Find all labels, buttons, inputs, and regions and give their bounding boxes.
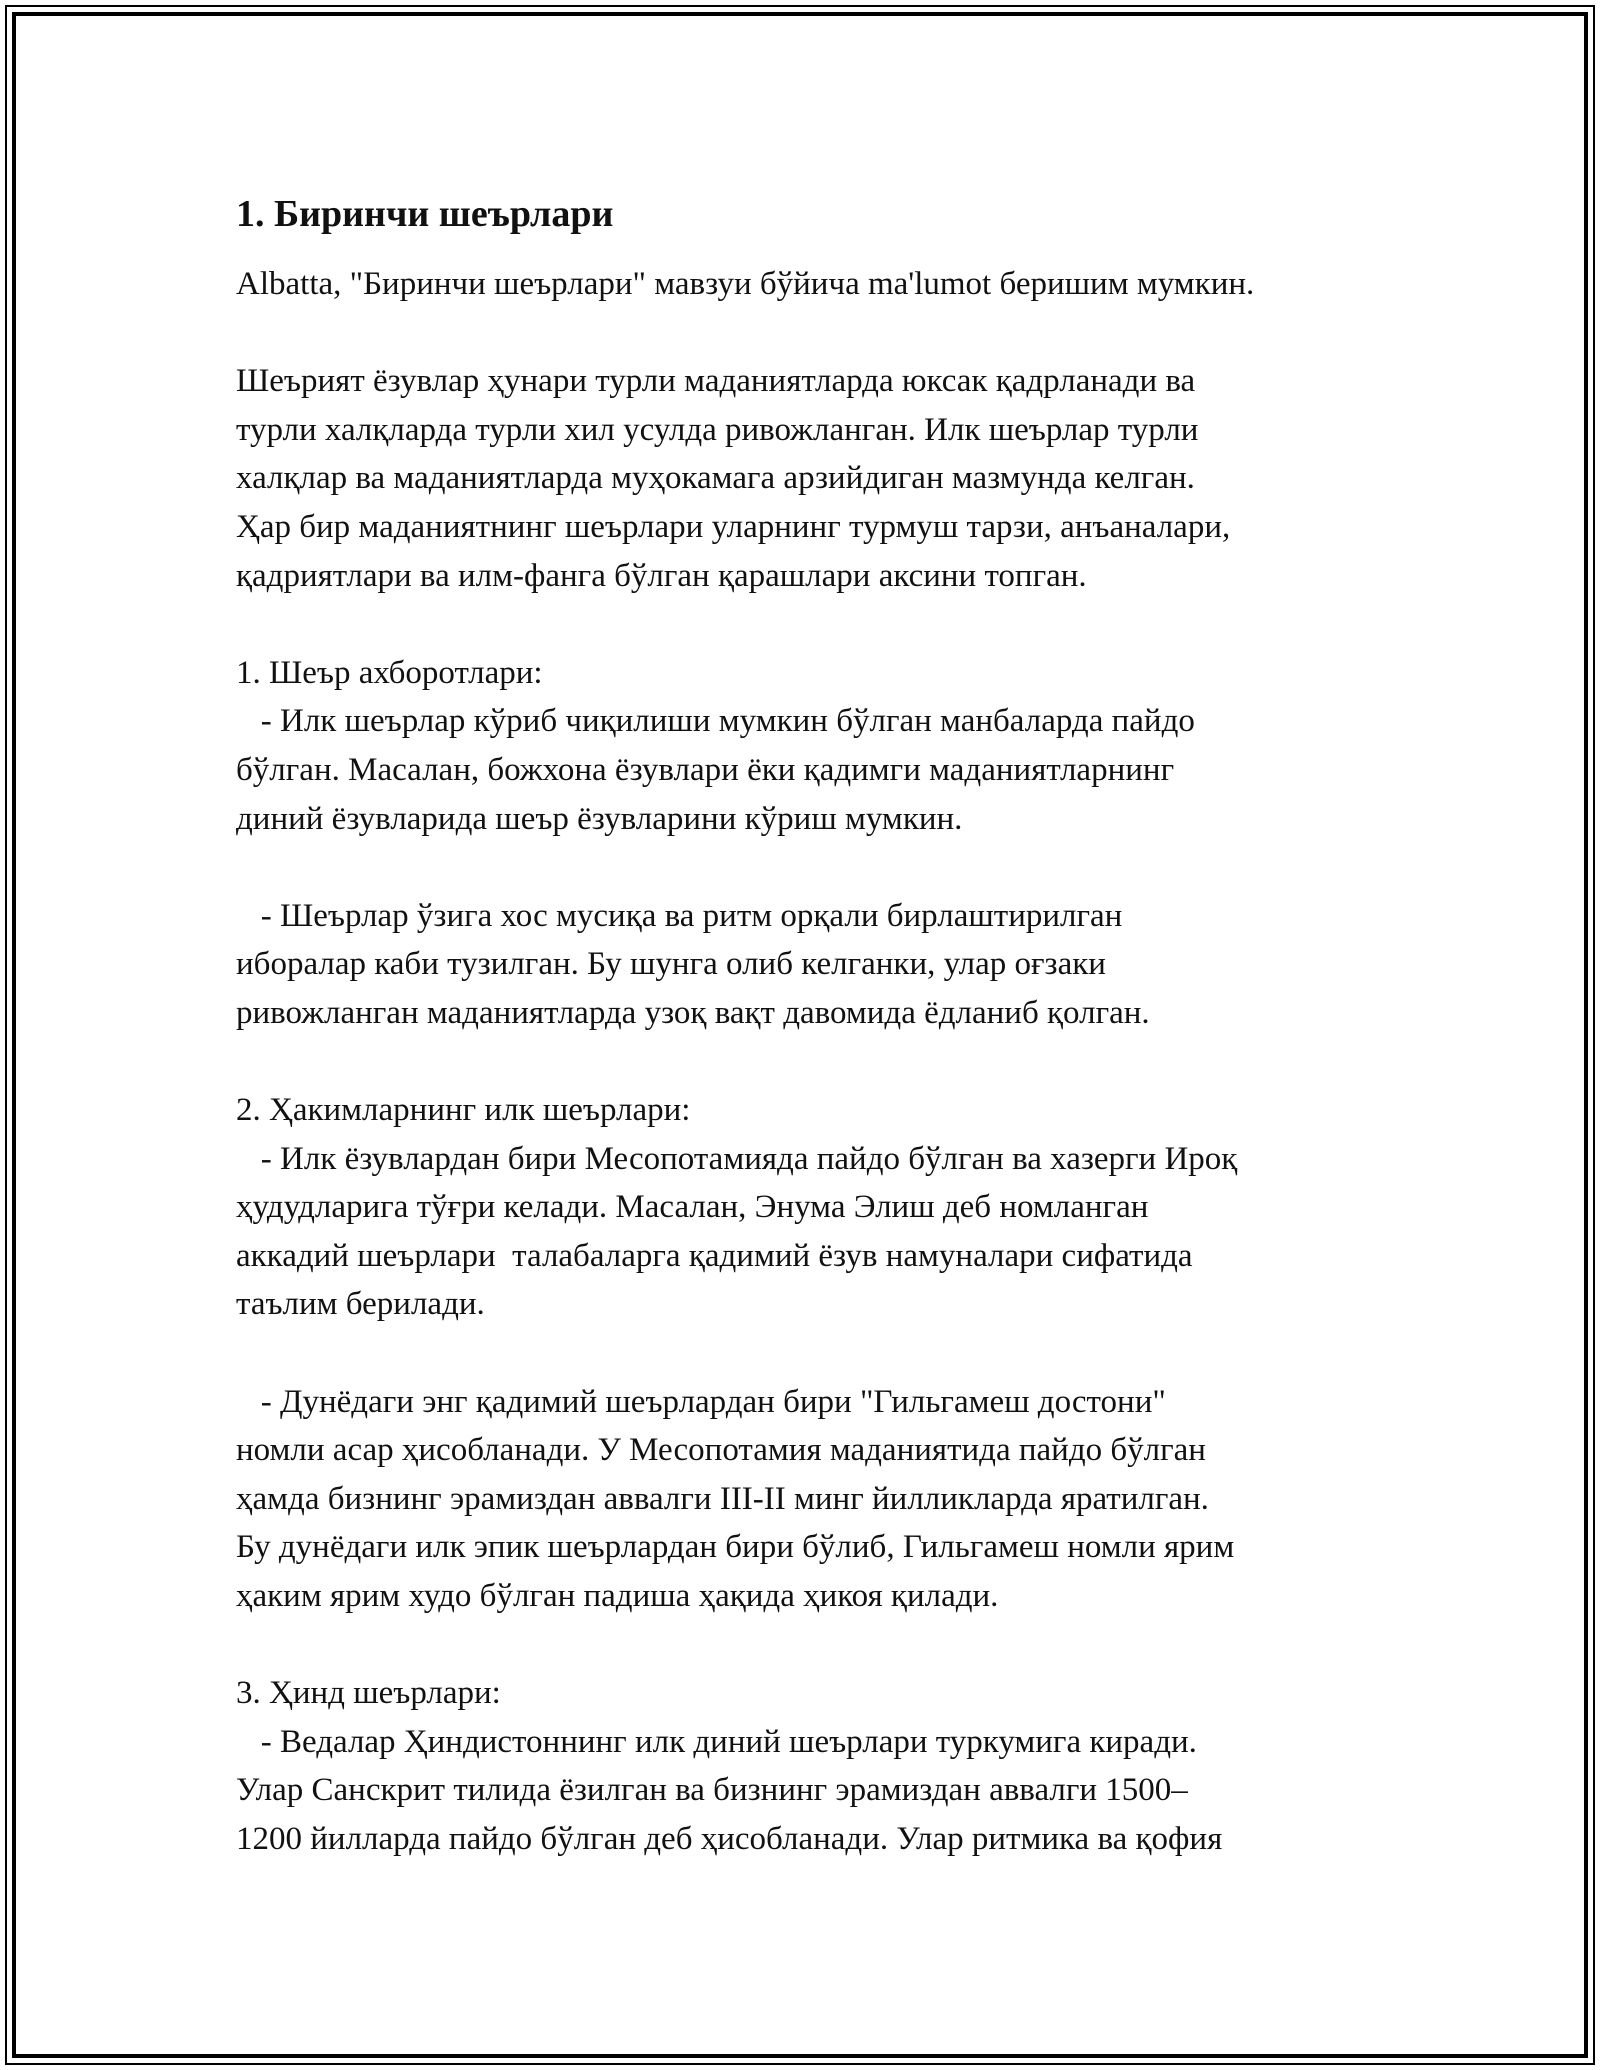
text-line: номли асар ҳисобланади. У Месопотамия маданиятида пайдо бўлган [236,1432,1206,1469]
document-title: 1. Биринчи шеърлари [236,193,614,235]
text-line: бўлган. Масалан, божхона ёзувлари ёки қадимги маданиятларнинг [236,751,1175,788]
paragraph-gap [236,1038,1376,1087]
text-line: аккадий шеърлари талабаларга қадимий ёзув намуналари сифатида [236,1237,1193,1274]
text-line: таълим берилади. [236,1286,485,1323]
text-line: 1200 йилларда пайдо бўлган деб ҳисобланади. Улар ритмика ва қофия [236,1821,1223,1857]
paragraph [236,1378,1376,1621]
text-line: - Ведалар Ҳиндистоннинг илк диний шеърлари туркумига киради. [236,1723,1197,1760]
text-line: - Дунёдаги энг қадимий шеърлардан бири "Гильгамеш достони" [236,1383,1166,1420]
text-line: ривожланган маданиятларда узоқ вақт давомида ёдланиб қолган. [236,994,1150,1031]
text-line: ҳаким ярим худо бўлган падиша ҳақида ҳикоя қилади. [236,1578,999,1615]
paragraph-container [236,260,1376,1864]
paragraph-gap [236,1621,1376,1670]
paragraph-gap [236,843,1376,892]
paragraph [236,892,1376,1038]
text-line: Ҳар бир маданиятнинг шеърлари уларнинг турмуш тарзи, анъаналари, [236,508,1231,545]
paragraph-gap [236,1329,1376,1378]
text-line: ҳамда бизнинг эрамиздан аввалги III-II минг йилликларда яратилган. [236,1480,1209,1517]
text-line: қадриятлари ва илм-фанга бўлган қарашлари аксини топган. [236,557,1087,594]
paragraph-gap [236,600,1376,649]
paragraph [236,1086,1376,1329]
text-line: ҳудудларига тўғри келади. Масалан, Энума Элиш деб номланган [236,1189,1149,1226]
text-line: 2. Ҳакимларнинг илк шеърлари: [236,1092,691,1129]
text-line: Бу дунёдаги илк эпик шеърлардан бири бўлиб, Гильгамеш номли ярим [236,1529,1235,1566]
text-line: Улар Санскрит тилида ёзилган ва бизнинг эрамиздан аввалги 1500– [236,1772,1188,1809]
text-line: Albatta, "Биринчи шеърлари" мавзуи бўйича ma'lumot беришим мумкин. [236,266,1255,302]
text-line: иборалар каби тузилган. Бу шунга олиб келганки, улар оғзаки [236,946,1106,983]
text-line: халқлар ва маданиятларда муҳокамага арзийдиган мазмунда келган. [236,460,1195,497]
text-line: - Шеърлар ўзига хос мусиқа ва ритм орқали бирлаштирилган [236,897,1123,934]
document-body [236,188,1376,1864]
text-line: - Илк ёзувлардан бири Месопотамияда пайдо бўлган ва хазерги Ироқ [236,1140,1238,1177]
text-line: 3. Ҳинд шеърлари: [236,1675,501,1712]
text-line: турли халқларда турли хил усулда ривожланган. Илк шеърлар турли [236,411,1199,448]
text-line: - Илк шеърлар кўриб чиқилиши мумкин бўлган манбаларда пайдо [236,703,1195,740]
text-line: диний ёзувларида шеър ёзувларини кўриш мумкин. [236,800,963,837]
text-line: Шеърият ёзувлар ҳунари турли маданиятларда юксак қадрланади ва [236,363,1196,400]
paragraph [236,260,1376,309]
paragraph [236,649,1376,843]
text-line: 1. Шеър ахборотлари: [236,654,543,691]
paragraph-gap [236,309,1376,358]
paragraph [236,357,1376,600]
paragraph [236,1669,1376,1863]
